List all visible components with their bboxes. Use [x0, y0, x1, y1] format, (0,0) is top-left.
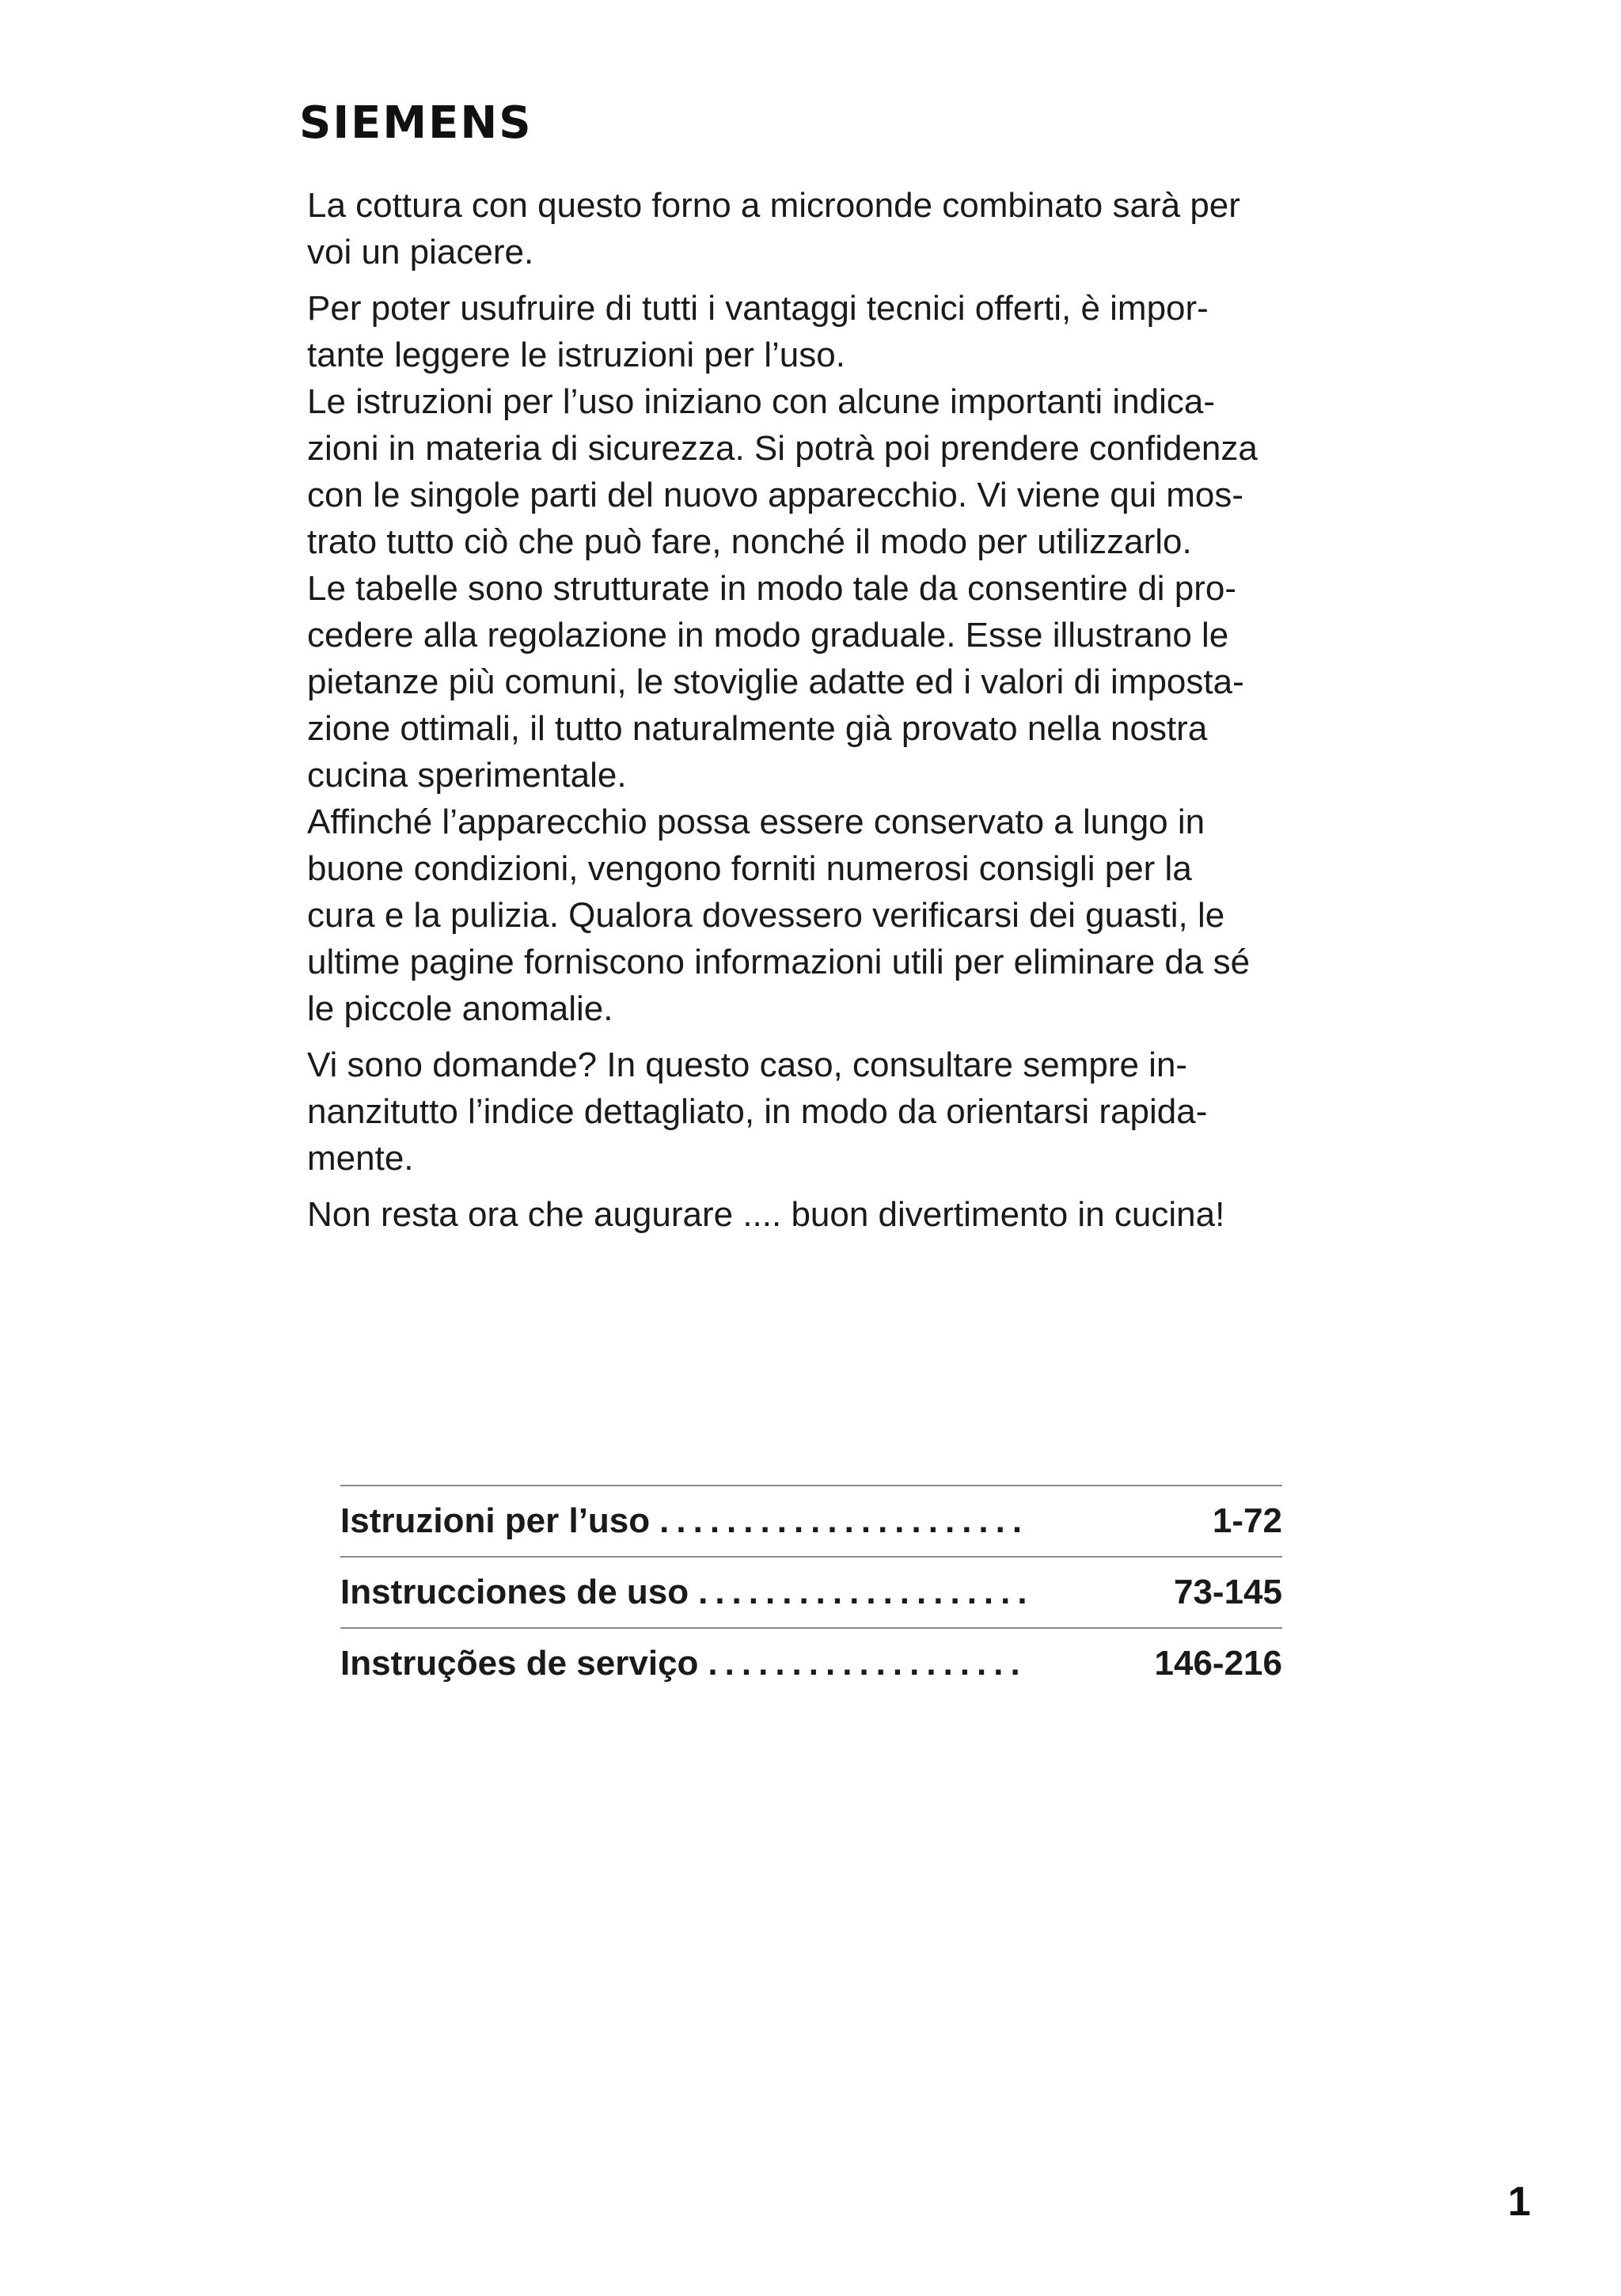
toc-leader-dots: .................... [698, 1573, 1034, 1611]
siemens-logo: SIEMENS [299, 97, 533, 149]
intro-paragraph-2: Per poter usufruire di tutti i vantaggi tecnici offerti, è impor- tante leggere le istruzioni per l’uso. [307, 289, 1209, 374]
toc-title: Istruzioni per l’uso [340, 1501, 651, 1540]
intro-paragraph-4: Le tabelle sono strutturate in modo tale da consentire di pro- cedere alla regolazione in modo graduale. Esse illustrano le pietanze più comuni, le stoviglie adatte ed i valori di imposta- zione ottimali, il tutto naturalmente già provato nella nostra cucina sperimentale. [307, 569, 1244, 795]
intro-paragraph-5: Affinché l’apparecchio possa essere conservato a lungo in buone condizioni, vengono forniti numerosi consigli per la cura e la pulizia. Qualora dovessero verificarsi dei guasti, le ultime pagine forniscono informazioni utili per eliminare da sé le piccole anomalie. [307, 803, 1251, 1028]
toc-leader-dots: ...................... [659, 1501, 1030, 1540]
intro-paragraph-1: La cottura con questo forno a microonde combinato sarà per voi un piacere. [307, 186, 1240, 271]
toc-title: Instruções de serviço [340, 1644, 699, 1683]
page-number: 1 [1508, 2179, 1531, 2225]
intro-paragraph-3: Le istruzioni per l’uso iniziano con alcune importanti indica- zioni in materia di sicurezza. Si potrà poi prendere confidenza con le singole parti del nuovo apparecchio. Vi viene qui mos- trato tutto ciò che può fare, nonché il modo per utilizzarlo. [307, 382, 1258, 561]
toc-page-range: 73-145 [1173, 1573, 1282, 1611]
intro-text [307, 182, 1336, 1247]
toc-row-spanish [340, 1558, 1282, 1627]
toc-row-portuguese [340, 1629, 1282, 1698]
toc-page-range: 146-216 [1154, 1644, 1282, 1683]
intro-paragraph-6: Vi sono domande? In questo caso, consultare sempre in- nanzitutto l’indice dettagliato, in modo da orientarsi rapida- mente. [307, 1046, 1208, 1178]
toc-row-italian [340, 1486, 1282, 1556]
toc-page-range: 1-72 [1212, 1501, 1282, 1540]
language-index [340, 1485, 1282, 1698]
intro-paragraph-7: Non resta ora che augurare .... buon divertimento in cucina! [307, 1195, 1225, 1234]
toc-title: Instrucciones de uso [340, 1573, 689, 1611]
toc-leader-dots: ................... [708, 1644, 1027, 1683]
